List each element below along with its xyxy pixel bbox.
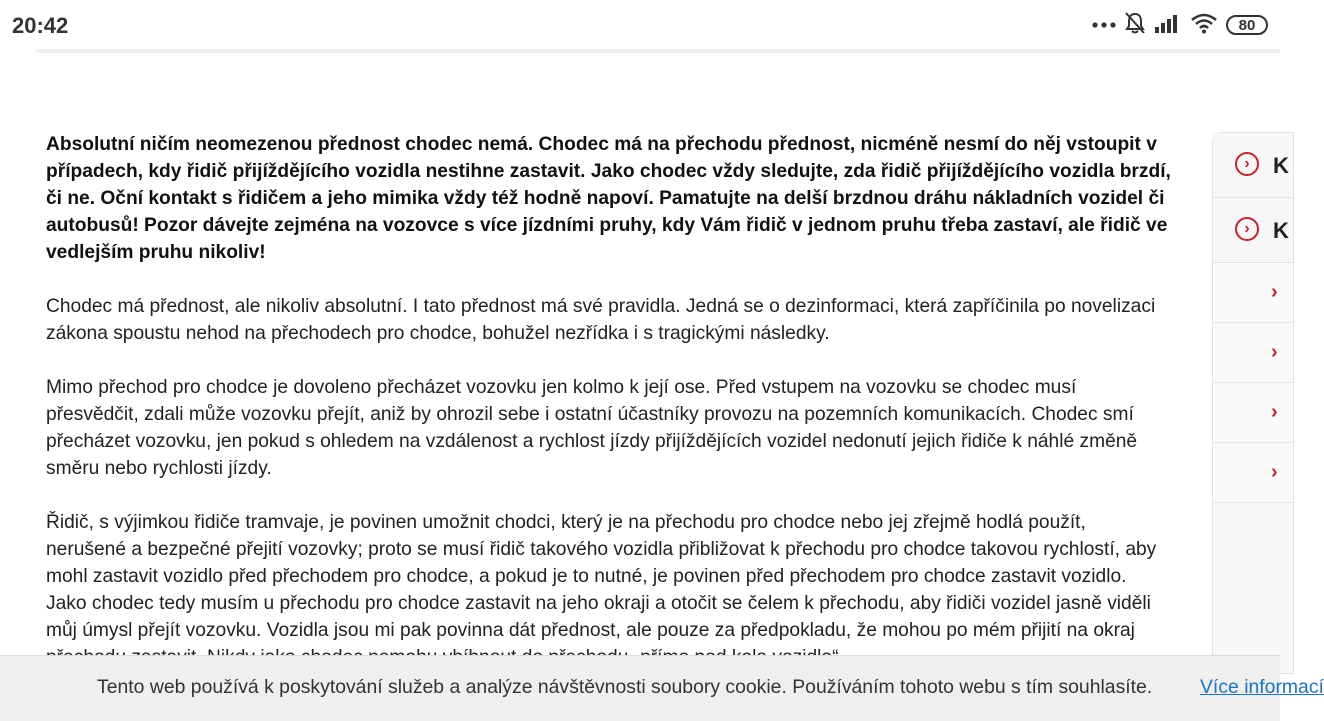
chevron-right-icon: ›	[1271, 401, 1278, 423]
sidebar-item-label: K	[1273, 218, 1289, 243]
cookie-message: Tento web používá k poskytování služeb a analýze návštěvnosti soubory cookie. Používáním tohoto webu s tím souhlasíte.	[97, 676, 1153, 698]
sidebar-subitem[interactable]	[1213, 383, 1293, 443]
more-dots-icon	[1092, 16, 1116, 34]
bell-muted-icon	[1124, 11, 1146, 40]
header-divider	[36, 49, 1280, 53]
chevron-right-circle-icon: ›	[1235, 152, 1259, 176]
wifi-icon	[1190, 12, 1218, 39]
signal-icon	[1154, 12, 1182, 39]
status-icons	[1092, 12, 1268, 38]
status-bar	[0, 0, 1280, 50]
sidebar-item[interactable]	[1213, 198, 1293, 263]
article-content	[46, 131, 1171, 698]
chevron-right-icon: ›	[1271, 461, 1278, 483]
article-paragraph: Řidič, s výjimkou řidiče tramvaje, je povinen umožnit chodci, který je na přechodu pro chodce nebo jej zřejmě hodlá použít, nerušené a bezpečné přejití vozovky; proto se musí řidič takového vozidla přibližovat k přechodu pro chodce takovou rychlostí, aby mohl zastavit vozidlo před přechodem pro chodce, a pokud je to nutné, je povinen před přechodem pro chodce zastavit vozidlo. Jako chodec tedy musím u přechodu pro chodce zastavit na jeho okraji a otočit se čelem k přechodu, aby řidiči vozidel jasně viděli můj úmysl přejít vozovku. Vozidla jsou mi pak povinna dát přednost, ale pouze za předpokladu, že mohou po mém přijití na okraj	[46, 512, 1157, 641]
sidebar-subitem[interactable]	[1213, 443, 1293, 503]
sidebar-subitem[interactable]	[1213, 263, 1293, 323]
article-paragraph: Chodec má přednost, ale nikoliv absolutní. I tato přednost má své pravidla. Jedná se o dezinformaci, která zapříčinila po novelizaci zákona spoustu nehod na přechodech pro chodce, bohužel nezřídka i s tragickými následky.	[46, 296, 1156, 344]
article-paragraph: Mimo přechod pro chodce je dovoleno přecházet vozovku jen kolmo k její ose. Před vstupem na vozovku se chodec musí přesvědčit, zdali může vozovku přejít, aniž by ohrozil sebe i ostatní účastníky provozu na pozemních komunikacích. Chodec smí přecházet vozovku, jen pokud s ohledem na vzdálenost a rychlost jízdy přijíždějících vozidel nedonutí jejich řidiče k náhlé změně směru nebo rychlosti jízdy.	[46, 377, 1138, 479]
cookie-bar	[0, 655, 1324, 721]
sidebar-item[interactable]	[1213, 133, 1293, 198]
sidebar-menu	[1212, 132, 1294, 674]
chevron-right-icon: ›	[1271, 341, 1278, 363]
chevron-right-icon: ›	[1271, 281, 1278, 303]
battery-indicator: 80	[1226, 15, 1268, 35]
article-lead-paragraph: Absolutní ničím neomezenou přednost chodec nemá. Chodec má na přechodu přednost, nicméně nesmí do něj vstoupit v případech, kdy řidič přijíždějícího vozidla nestihne zastavit. Jako chodec vždy sledujte, zda řidič přijíždějícího vozidla brzdí, či ne. Oční kontakt s řidičem a jeho mimika vždy též hodně napoví. Pamatujte na delší brzdnou dráhu nákladních vozidel či autobusů! Pozor dávejte zejména na vozovce s více jízdními pruhy, kdy Vám řidič v jednom pruhu třeba zastaví, ale řidič ve vedlejším pruhu nikoliv!	[46, 134, 1171, 263]
sidebar-subitem[interactable]	[1213, 323, 1293, 383]
status-time: 20:42	[12, 13, 69, 38]
sidebar-item-label: K	[1273, 153, 1289, 178]
chevron-right-circle-icon: ›	[1235, 217, 1259, 241]
cookie-more-info-link[interactable]: Více informací	[1200, 676, 1324, 698]
